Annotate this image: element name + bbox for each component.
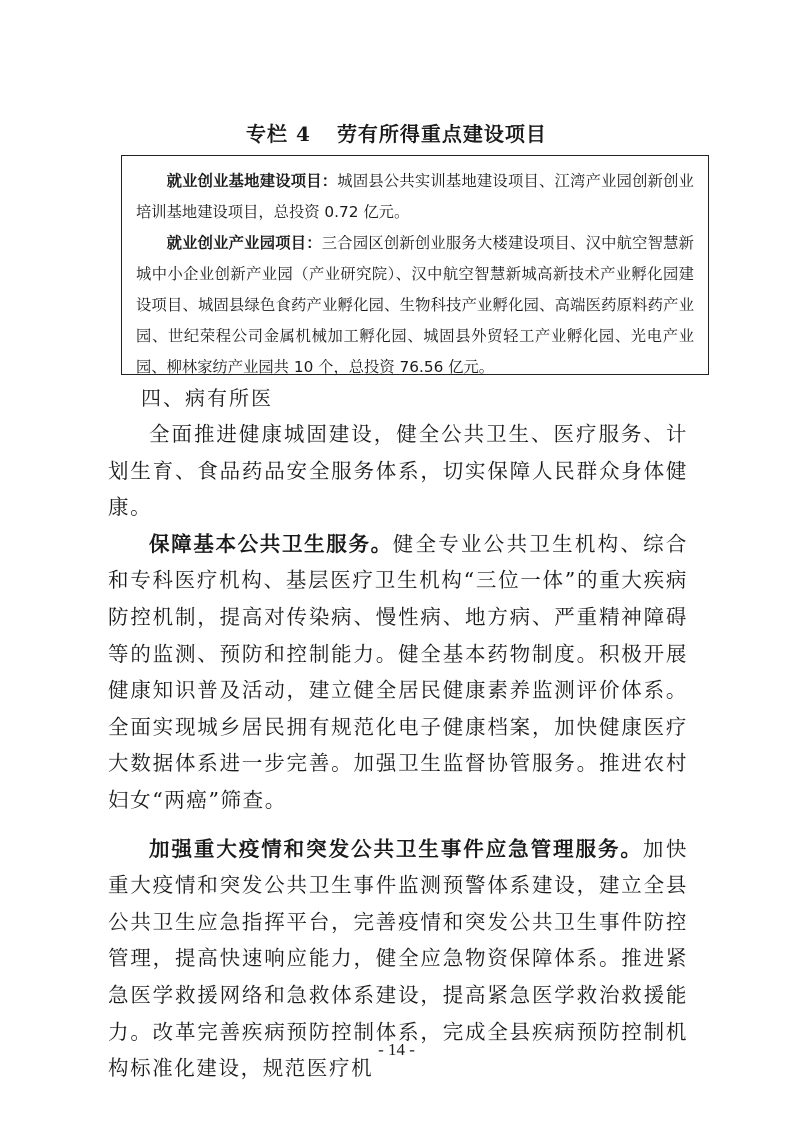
box-item-lead: 就业创业基地建设项目： (166, 172, 338, 190)
box-title (0, 118, 793, 147)
box-title-prefix: 专栏 4 (246, 122, 311, 146)
box-title-main: 劳有所得重点建设项目 (336, 122, 547, 146)
paragraph-lead: 保障基本公共卫生服务。 (149, 531, 393, 556)
section-heading: 四、病有所医 (141, 386, 273, 410)
box-item (136, 166, 694, 228)
body-text (108, 416, 688, 1087)
project-box (121, 155, 709, 375)
page-number: - 14 - (378, 1040, 415, 1059)
box-item (136, 228, 694, 383)
box-item-text: 城固县公共实训基地建设项目、江湾产业园创新创业培训基地建设项目，总投资 0.72 亿元。 (136, 172, 694, 221)
paragraph-spacer (108, 819, 688, 831)
box-item-text: 三合园区创新创业服务大楼建设项目、汉中航空智慧新城中小企业创新产业园（产业研究院）、汉中航空智慧新城高新技术产业孵化园建设项目、城固县绿色食药产业孵化园、生物科技产业孵化园、高端医药原料药产业园、世纪荣程公司金属机械加工孵化园、城固县外贸轻工产业孵化园、光电产业园、柳林家纺产业园共 10 个，总投资 76.56 亿元。 (136, 234, 694, 376)
box-item-lead: 就业创业产业园项目： (166, 234, 322, 252)
paragraph (108, 526, 688, 819)
paragraph-text: 全面推进健康城固建设，健全公共卫生、医疗服务、计划生育、食品药品安全服务体系，切实保障人民群众身体健康。 (108, 422, 688, 520)
paragraph-text: 健全专业公共卫生机构、综合和专科医疗机构、基层医疗卫生机构“三位一体”的重大疾病防控机制，提高对传染病、慢性病、地方病、严重精神障碍等的监测、预防和控制能力。健全基本药物制度。积极开展健康知识普及活动，建立健全居民健康素养监测评价体系。全面实现城乡居民拥有规范化电子健康档案，加快健康医疗大数据体系进一步完善。加强卫生监督协管服务。推进农村妇女“两癌”筛查。 (108, 531, 688, 812)
paragraph-text: 加快重大疫情和突发公共卫生事件监测预警体系建设，建立全县公共卫生应急指挥平台，完善疫情和突发公共卫生事件防控管理，提高快速响应能力，健全应急物资保障体系。推进紧急医学救援网络和急救体系建设，提高紧急医学救治救援能力。改革完善疾病预防控制体系，完成全县疾病预防控制机构标准化建设，规范医疗机 (108, 836, 689, 1081)
paragraph (108, 416, 688, 526)
paragraph-lead: 加强重大疫情和突发公共卫生事件应急管理服务。 (149, 836, 643, 861)
